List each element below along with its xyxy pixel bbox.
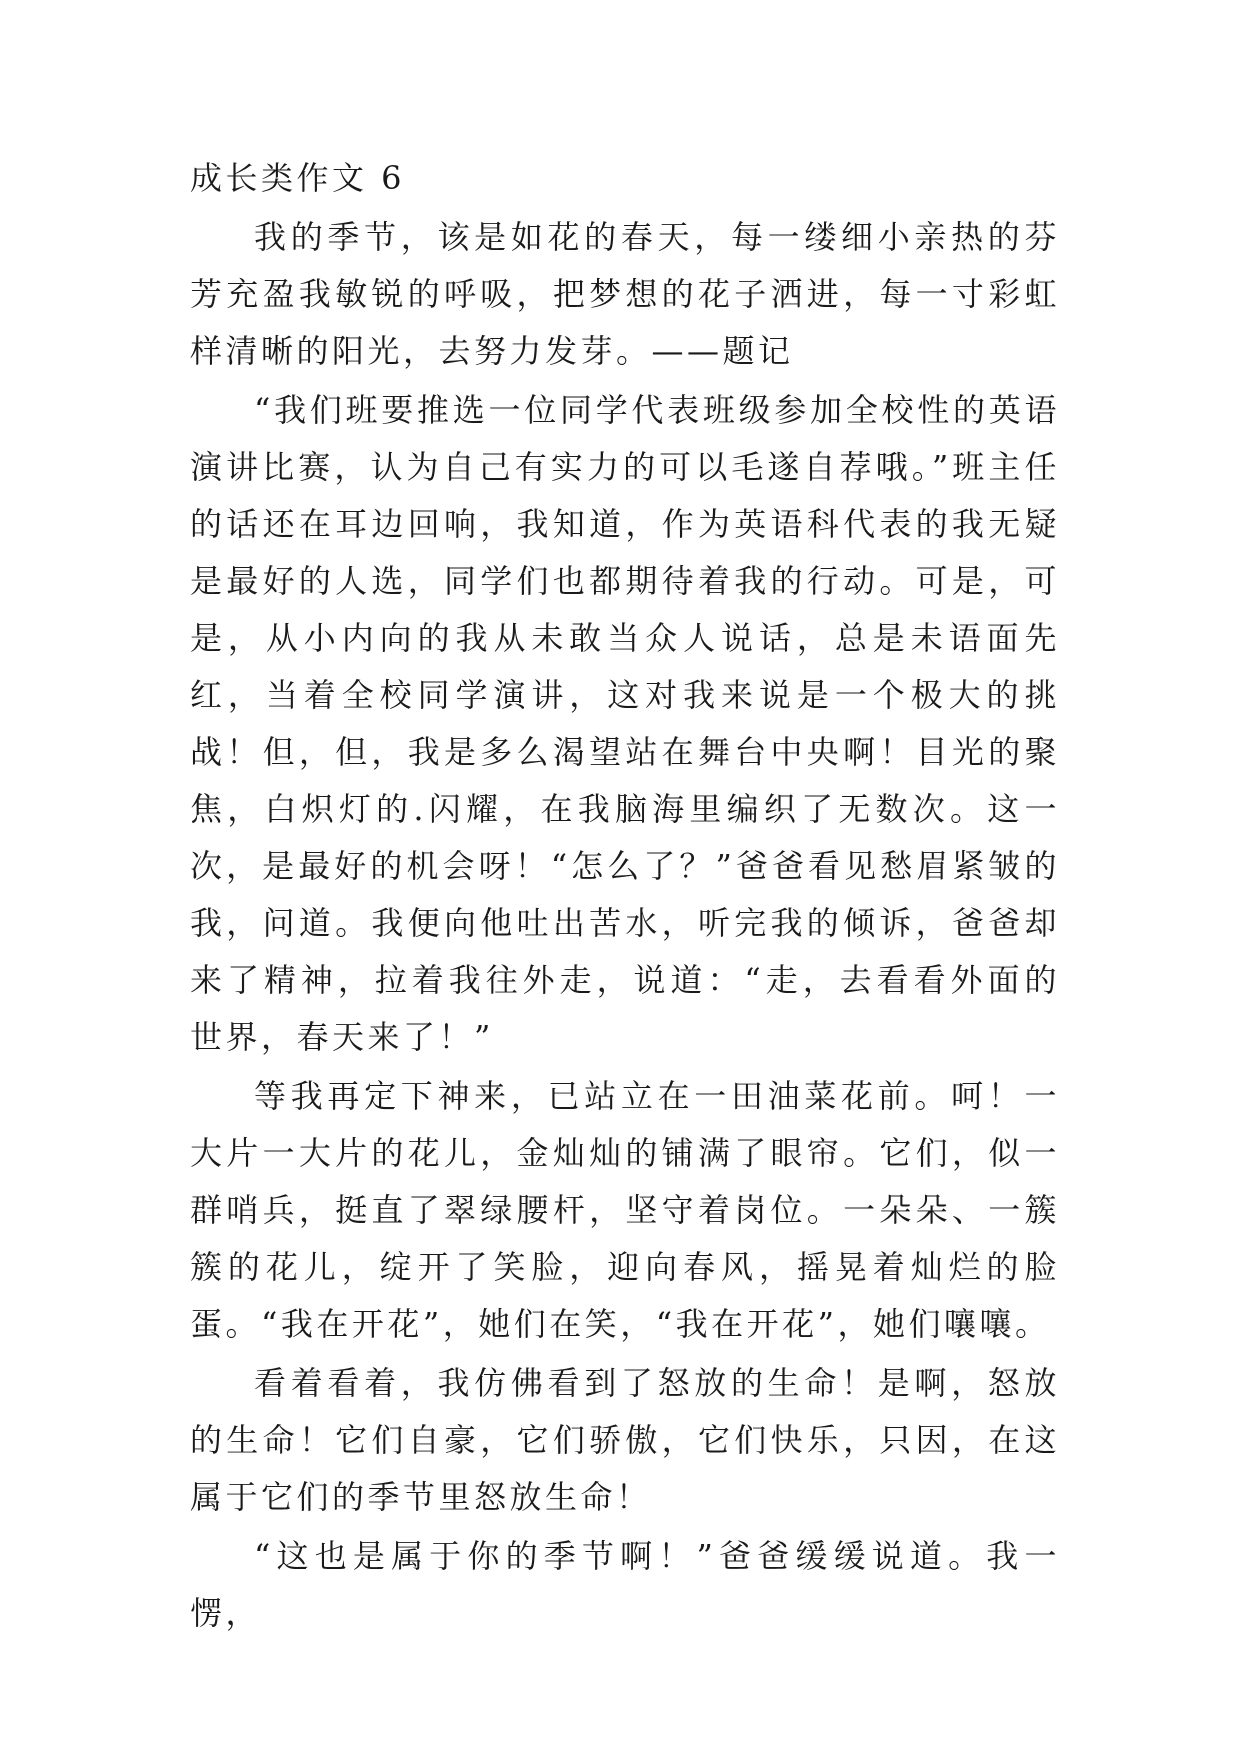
paragraph-speech-contest: “我们班要推选一位同学代表班级参加全校性的英语演讲比赛，认为自己有实力的可以毛遂自荐哦。”班主任的话还在耳边回响，我知道，作为英语科代表的我无疑是最好的人选，同学们也都期待着我的行动。可是，可是，从小内向的我从未敢当众人说话，总是未语面先红，当着全校同学演讲，这对我来说是一个极大的挑战！但，但，我是多么渴望站在舞台中央啊！目光的聚焦，白炽灯的.闪耀，在我脑海里编织了无数次。这一次，是最好的机会呀！“怎么了？”爸爸看见愁眉紧皱的我，问道。我便向他吐出苦水，听完我的倾诉，爸爸却来了精神，拉着我往外走，说道：“走，去看看外面的世界，春天来了！” — [190, 391, 1060, 1056]
paragraph-blooming-life: 看着看着，我仿佛看到了怒放的生命！是啊，怒放的生命！它们自豪，它们骄傲，它们快乐，只因，在这属于它们的季节里怒放生命！ — [190, 1364, 1060, 1516]
paragraph-fathers-words: “这也是属于你的季节啊！”爸爸缓缓说道。我一愣， — [190, 1537, 1060, 1632]
paragraph-rapeseed-field: 等我再定下神来，已站立在一田油菜花前。呵！一大片一大片的花儿，金灿灿的铺满了眼帘。它们，似一群哨兵，挺直了翠绿腰杆，坚守着岗位。一朵朵、一簇簇的花儿，绽开了笑脸，迎向春风，摇晃着灿烂的脸蛋。“我在开花”，她们在笑，“我在开花”，她们嚷嚷。 — [190, 1077, 1060, 1343]
paragraph-epigraph: 我的季节，该是如花的春天，每一缕细小亲热的芬芳充盈我敏锐的呼吸，把梦想的花子洒进，每一寸彩虹样清晰的阳光，去努力发芽。——题记 — [190, 218, 1060, 370]
essay-title: 成长类作文 6 — [190, 159, 406, 197]
essay-body — [190, 150, 1060, 1644]
